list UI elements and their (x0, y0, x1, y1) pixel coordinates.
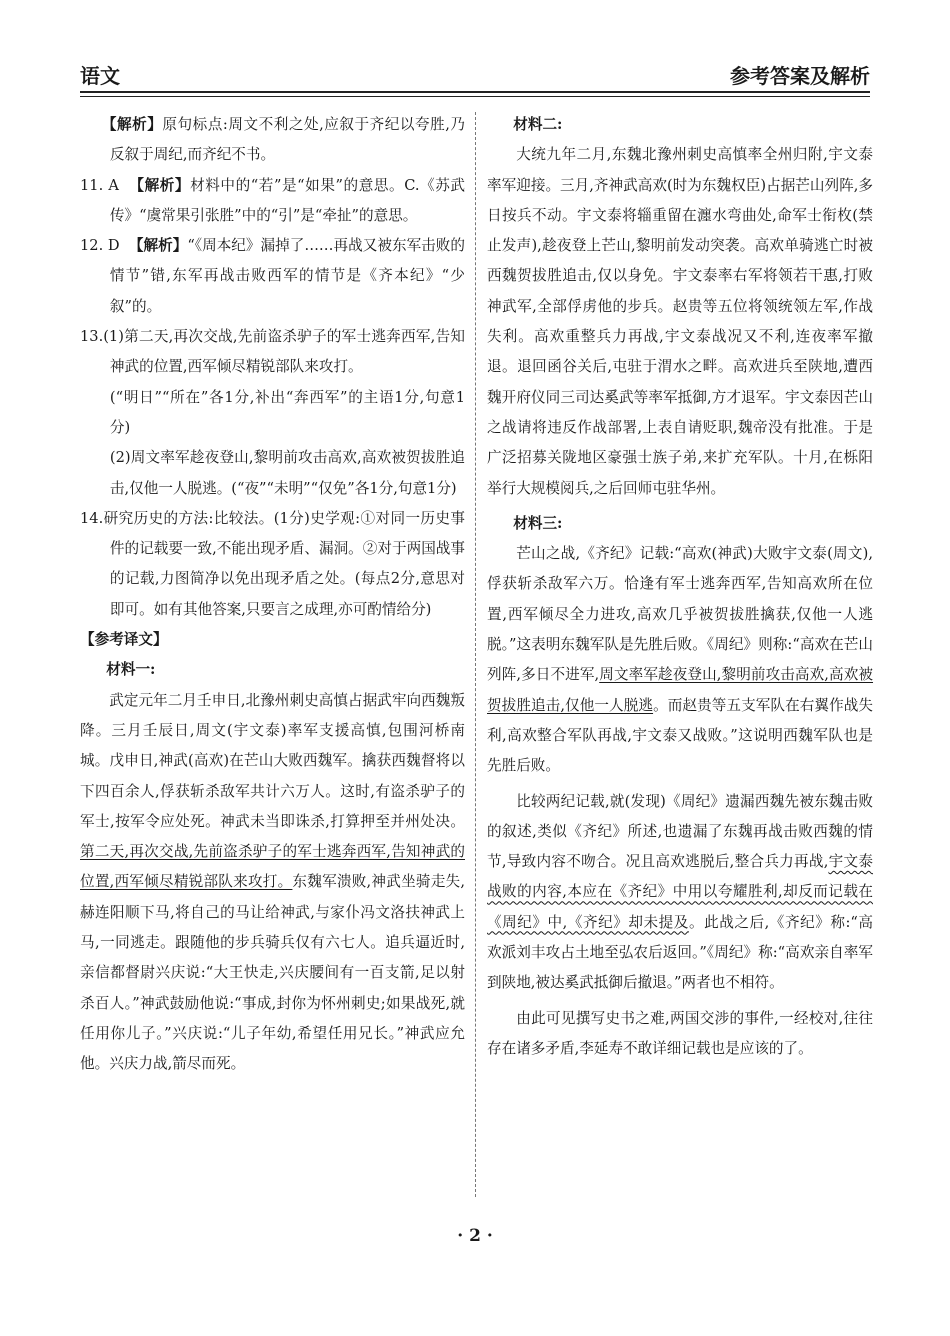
material-1-text-b: 东魏军溃败,神武坐骑走失,赫连阳顺下马,将自己的马让给神武,与家仆冯文洛扶神武上马,一同逃走。跟随他的步兵骑兵仅有六七人。追兵逼近时,亲信都督尉兴庆说:“大王快走,兴庆腰间有一百支箭,足以射杀百人。”神武鼓励他说:“事成,封你为怀州刺史;如果战死,就任用你儿子。”兴庆说:“儿子年幼,希望任用兄长。”神武应允他。兴庆力战,箭尽而死。 (80, 873, 466, 1073)
page-number: · 2 · (457, 1226, 493, 1246)
header-rule-thick (80, 91, 870, 93)
answer-11 (80, 171, 465, 232)
answer-13-part1-text: (1)第二天,再次交战,先前盗杀驴子的军士逃奔西军,告知神武的位置,西军倾尽精锐部队来攻打。 (103, 328, 465, 376)
material-1-heading: 材料一: (106, 661, 156, 679)
answer-12-number: 12. D (80, 237, 120, 255)
answer-14-text: 研究历史的方法:比较法。(1分)史学观:①对同一历史事件的记载要一致,不能出现矛盾、漏洞。②对于两国战事的记载,力图简净以免出现矛盾之处。(每点2分,意思对即可。如有其他答案,只要言之成理,亦可酌情给分) (103, 509, 465, 618)
left-column (80, 110, 465, 1080)
answer-10-explanation (80, 110, 465, 171)
subject-label: 语文 (80, 64, 120, 88)
material-3-heading: 材料三: (513, 514, 563, 532)
answer-13-part1-scoring: (“明日”“所在”各1分,补出“奔西军”的主语1分,句意1分) (109, 388, 465, 436)
answer-12-text: “《周本纪》漏掉了……再战又被东军击败的情节”错,东军再战击败西军的情节是《齐本纪》“少叙”的。 (109, 237, 465, 315)
material-3-p2-text-b: 。此战之后,《齐纪》称:“高欢派刘丰攻占土地至弘农后返回。”《周纪》称:“高欢亲自率军到陕地,被达奚武抵御后撤退。”两者也不相符。 (487, 913, 873, 992)
explanation-tag: 【解析】 (129, 176, 191, 194)
material-3-wavy-underlined-sentence: 宇文泰战败的内容,本应在《齐纪》中用以夸耀胜利,却反而记载在《周纪》中,《齐纪》却未提及 (487, 853, 873, 931)
material-1-underlined-sentence: 第二天,再次交战,先前盗杀驴子的军士逃奔西军,告知神武的位置,西军倾尽精锐部队来攻打。 (80, 843, 465, 891)
answer-13-part2: (2)周文率军趁夜登山,黎明前攻击高欢,高欢被贺拔胜追击,仅他一人脱逃。(“夜”“未明”“仅免”各1分,句意1分) (109, 449, 465, 497)
column-divider (475, 112, 476, 1197)
answer-14-number: 14. (80, 509, 104, 527)
material-3-paragraph-2 (487, 787, 873, 999)
material-3-underlined-sentence: 周文率军趁夜登山,黎明前攻击高欢,高欢被贺拔胜追击,仅他一人脱逃 (487, 666, 874, 714)
answer-14 (80, 504, 465, 625)
material-2-translation: 大统九年二月,东魏北豫州刺史高慎率全州归附,宇文泰率军迎接。三月,齐神武高欢(时为东魏权臣)占据芒山列阵,多日按兵不动。宇文泰将辎重留在瀍水弯曲处,命军士衔枚(禁止发声),趁夜登上芒山,黎明前发动突袭。高欢单骑逃亡时被西魏贺拔胜追击,仅以身免。宇文泰率右军将领若干惠,打败神武军,全部俘虏他的步兵。赵贵等五位将领统领左军,作战失利。高欢重整兵力再战,宇文泰战况又不利,连夜率军撤退。退回函谷关后,屯驻于渭水之畔。高欢进兵至陕地,遭西魏开府仪同三司达奚武等率军抵御,方才退军。宇文泰因芒山之战请将违反作战部署,上表自请贬职,魏帝没有批准。于是广泛招募关陇地区豪强士族子弟,来扩充军队。十月,在栎阳举行大规模阅兵,之后回师屯驻华州。 (487, 146, 873, 497)
reference-translation-heading: 【参考译文】 (80, 631, 168, 649)
material-1-translation (80, 686, 465, 1080)
header-title: 参考答案及解析 (730, 64, 870, 88)
explanation-tag: 【解析】 (128, 237, 188, 255)
material-3-p2-text-a: 比较两纪记载,就(发现)《周纪》遗漏西魏先被东魏击败的叙述,类似《齐纪》所述,也遗漏了东魏再战击败西魏的情节,导致内容不吻合。况且高欢逃脱后,整合兵力再战, (487, 792, 873, 871)
right-column (487, 110, 873, 1064)
page-header (80, 60, 870, 96)
material-1-text-a: 武定元年二月壬申日,北豫州刺史高慎占据武牢向西魏叛降。三月壬辰日,周文(宇文泰)率军支援高慎,包围河桥南城。戊申日,神武(高欢)在芒山大败西魏军。擒获西魏督将以下四百余人,俘获斩杀敌军共计六万人。这时,有盗杀驴子的军士,按军令应处死。神武未当即诛杀,打算押至并州处决。 (80, 691, 465, 830)
answer-13-part1 (80, 322, 465, 383)
material-3-p1-text-a: 芒山之战,《齐纪》记载:“高欢(神武)大败宇文泰(周文),俘获斩杀敌军六万。恰逢有军士逃奔西军,告知高欢所在位置,西军倾尽全力进攻,高欢几乎被贺拔胜擒获,仅他一人逃脱。”这表明东魏军队是先胜后败。《周纪》则称:“高欢在芒山列阵,多日不进军, (487, 545, 873, 684)
material-3-p1-text-b: 。而赵贵等五支军队在右翼作战失利,高欢整合军队再战,宇文泰又战败。”这说明西魏军队也是先胜后败。 (487, 696, 873, 775)
explanation-text: 原句标点:周文不利之处,应叙于齐纪以夸胜,乃反叙于周纪,而齐纪不书。 (109, 116, 465, 164)
material-3-paragraph-1 (487, 539, 873, 781)
answer-11-number: 11. A (80, 176, 119, 194)
answer-13-number: 13. (80, 328, 104, 346)
header-rule-thin (80, 96, 870, 97)
material-2-heading: 材料二: (513, 116, 563, 133)
answer-12 (80, 231, 465, 322)
answer-11-text: 材料中的“若”是“如果”的意思。C.《苏武传》“虞常果引张胜”中的“引”是“牵扯”的意思。 (109, 176, 465, 224)
explanation-tag: 【解析】 (101, 116, 163, 133)
material-3-paragraph-3: 由此可见撰写史书之难,两国交涉的事件,一经校对,往往存在诸多矛盾,李延寿不敢详细记载也是应该的了。 (487, 1009, 873, 1057)
